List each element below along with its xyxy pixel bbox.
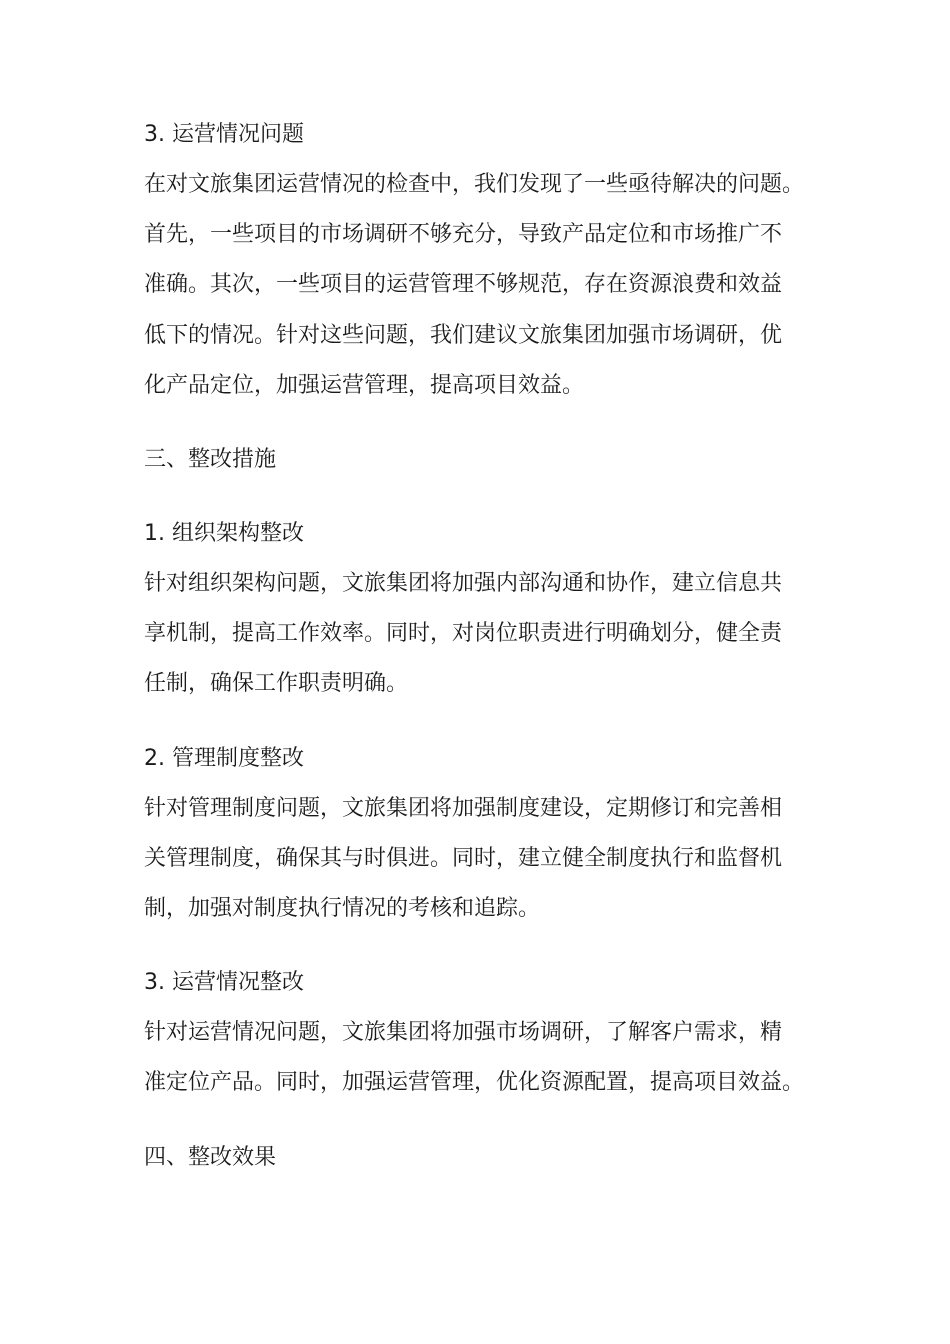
subsection-heading-operations-rectification: 3. 运营情况整改 <box>144 970 304 996</box>
paragraph-management-system: 针对管理制度问题，文旅集团将加强制度建设，定期修订和完善相 关管理制度，确保其与时俱进。同时，建立健全制度执行和监督机 制，加强对制度执行情况的考核和追踪。 <box>144 795 783 922</box>
section-title-rectification-measures: 三、整改措施 <box>144 447 277 473</box>
paragraph-operations-rectification: 针对运营情况问题，文旅集团将加强市场调研，了解客户需求，精 准定位产品。同时，加强运营管理，优化资源配置，提高项目效益。 <box>144 1020 805 1096</box>
section-title-rectification-effect: 四、整改效果 <box>144 1144 277 1170</box>
document-page <box>144 110 824 1183</box>
subsection-heading-management-system: 2. 管理制度整改 <box>144 745 304 771</box>
paragraph-org-structure: 针对组织架构问题，文旅集团将加强内部沟通和协作，建立信息共 享机制，提高工作效率。同时，对岗位职责进行明确划分，健全责 任制，确保工作职责明确。 <box>144 571 783 697</box>
paragraph-operations-issues: 在对文旅集团运营情况的检查中，我们发现了一些亟待解决的问题。 首先，一些项目的市场调研不够充分，导致产品定位和市场推广不 准确。其次，一些项目的运营管理不够规范，存在资源浪费和效益 低下的情况。针对这些问题，我们建议文旅集团加强市场调研，优 化产品定位，加强运营管理，提高项目效益。 <box>144 172 805 398</box>
subsection-heading-operations-issues: 3. 运营情况问题 <box>144 122 304 147</box>
subsection-heading-org-structure: 1. 组织架构整改 <box>144 521 304 547</box>
